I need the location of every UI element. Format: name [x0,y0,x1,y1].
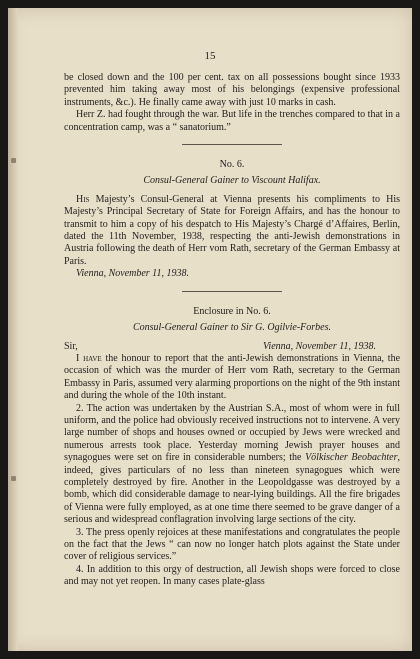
enclosure-paragraph-1 [64,353,400,403]
document-heading: Consul-General Gainer to Viscount Halifax. [143,175,321,187]
paragraph-lead: I have [76,352,102,364]
document-number: No. 6. [219,159,245,171]
document-page [8,8,412,651]
paragraph-text: 2. The action was undertaken by the Austrian S.A., most of whom were in full uniform, and the police had obviously received instructions not to intervene. A very large number of shops and houses owned or occupied by Jews were wrecked and numerous arrests took place. Yesterday morning Jewish prayer houses and synagogues were set on fire in considerable numbers; the [64,402,400,464]
body-lead: His [76,193,90,205]
intro-paragraph-2: Herr Z. had fought through the war. But life in the trenches compared to that in a concentration camp, was a “ sanatorium.” [64,109,400,133]
enclosure-paragraph-4: 4. In addition to this orgy of destruction, all Jewish shops were forced to close and may not yet reopen. In many cases plate-glass [64,563,400,588]
enclosure-paragraph-2 [64,403,400,527]
paragraph-rest: the honour to report that the anti-Jewish demonstrations in Vienna, the occasion of which was the murder of Herr vom Rath, secretary to the German Embassy in Paris, assumed very alarming proportions on the night of the 9th instant and during the whole of the 10th instant. [64,352,401,402]
paragraph-text: , indeed, gives particulars of no less than nineteen synagogues which were completely destroyed by fire. Another in the Leopoldgasse was destroyed by a bomb, which did considerable damage to near-lying buildings. All the fire brigades of Vienna were fully employed, as at one time there seemed to be grave danger of a serious and widespread conflagration involving large sections of the city. [64,452,401,526]
page-binding [8,8,18,651]
enclosure-paragraph-3: 3. The press openly rejoices at these manifestations and congratulates the people on the fact that the Jews “ can now no longer hatch plots against the State under cover of religious services.” [64,526,400,563]
salutation-row [64,341,400,353]
section-divider [182,291,282,292]
page-number: 15 [204,50,216,62]
salutation: Sir, [64,340,78,352]
document-dateline: Vienna, November 11, 1938. [76,268,189,280]
document-body [64,194,400,268]
enclosure-title: Enclosure in No. 6. [193,305,271,317]
page-text [64,72,400,589]
body-rest: Majesty’s Consul-General at Vienna presents his compliments to His Majesty’s Principal Secretary of State for Foreign Affairs, and has the honour to transmit to him a copy of his despatch to His Majesty’s Chargé d’Affaires, Berlin, dated the 11th November, 1938, respecting the anti-Jewish demonstrations in Austria following the death of Herr vom Rath, secretary of the German Embassy at Paris. [64,193,400,267]
section-divider [182,144,282,145]
binding-notch [11,158,16,163]
enclosure-heading: Consul-General Gainer to Sir G. Ogilvie-Forbes. [132,322,332,334]
binding-notch [11,476,16,481]
newspaper-title: Völkischer Beobachter [305,452,398,464]
intro-paragraph-1: be closed down and the 100 per cent. tax on all possessions bought since 1933 prevented him taking away most of his belongings (expensive professional instruments, &c.). He finally came away with just 10 marks in cash. [64,72,400,108]
enclosure-dateline: Vienna, November 11, 1938. [263,340,376,352]
